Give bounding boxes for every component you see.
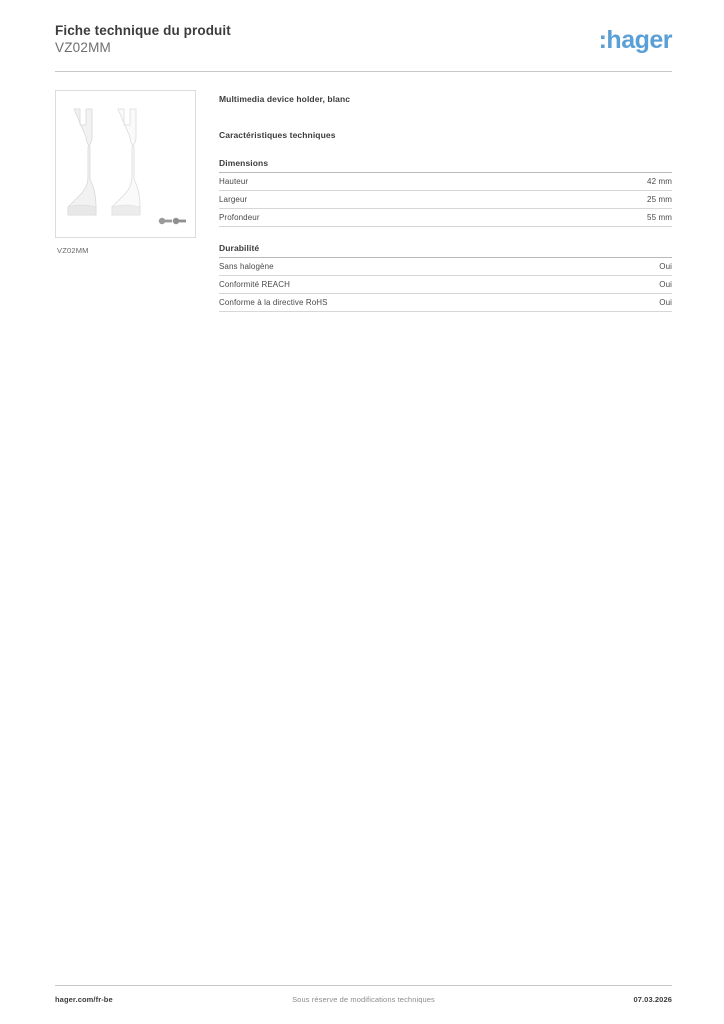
spec-table xyxy=(219,258,672,312)
product-name: Multimedia device holder, blanc xyxy=(219,94,351,104)
spec-value: 25 mm xyxy=(500,191,672,209)
table-row xyxy=(219,276,672,294)
table-row xyxy=(219,294,672,312)
footer-website-link[interactable]: hager.com/fr-be xyxy=(55,995,113,1004)
product-reference: VZ02MM xyxy=(55,40,111,55)
header-titles xyxy=(55,22,231,56)
document-header xyxy=(55,22,672,56)
product-image-caption: VZ02MM xyxy=(57,246,89,255)
spec-label: Sans halogène xyxy=(219,258,624,276)
holder-right-shape xyxy=(112,109,140,215)
spec-label: Profondeur xyxy=(219,209,500,227)
spec-value: 55 mm xyxy=(500,209,672,227)
document-footer xyxy=(55,995,672,1004)
spec-value: Oui xyxy=(624,294,672,312)
product-image xyxy=(55,90,196,238)
table-row xyxy=(219,209,672,227)
footer-divider xyxy=(55,985,672,986)
spec-value: Oui xyxy=(624,258,672,276)
hager-logo: :hager xyxy=(598,26,672,54)
spec-label: Conforme à la directive RoHS xyxy=(219,294,624,312)
product-illustration-svg xyxy=(56,91,195,237)
holder-left-shape xyxy=(68,109,96,215)
header-divider xyxy=(55,71,672,72)
spec-group-durabilite xyxy=(219,243,672,312)
spec-group-title: Dimensions xyxy=(219,158,672,173)
spec-table xyxy=(219,173,672,227)
product-content xyxy=(219,94,672,328)
spec-group-title: Durabilité xyxy=(219,243,672,258)
spec-label: Largeur xyxy=(219,191,500,209)
spec-label: Conformité REACH xyxy=(219,276,624,294)
spec-value: 42 mm xyxy=(500,173,672,191)
table-row xyxy=(219,173,672,191)
spec-value: Oui xyxy=(624,276,672,294)
page-title: Fiche technique du produit xyxy=(55,23,231,38)
footer-disclaimer: Sous réserve de modifications techniques xyxy=(292,995,435,1004)
table-row xyxy=(219,191,672,209)
screw-icons xyxy=(159,218,186,224)
spec-label: Hauteur xyxy=(219,173,500,191)
specs-section-title: Caractéristiques techniques xyxy=(219,130,336,140)
footer-date: 07.03.2026 xyxy=(633,995,672,1004)
table-row xyxy=(219,258,672,276)
spec-group-dimensions xyxy=(219,158,672,227)
